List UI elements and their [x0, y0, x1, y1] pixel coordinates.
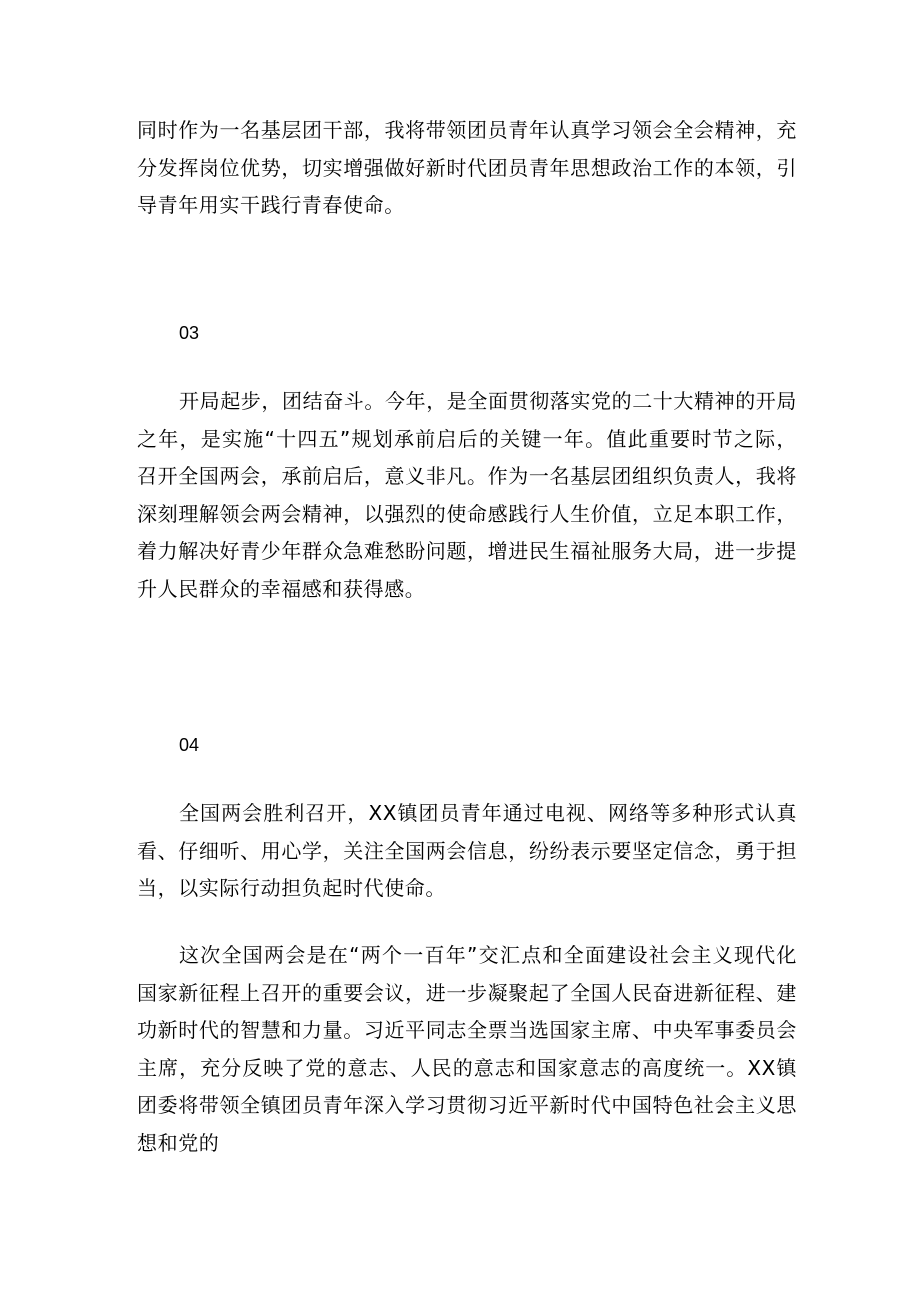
- paragraph-two-sessions: 全国两会胜利召开，XX镇团员青年通过电视、网络等多种形式认真看、仔细听、用心学，关注全国两会信息，纷纷表示要坚定信念，勇于担当，以实际行动担负起时代使命。: [137, 801, 797, 900]
- paragraph-continuation: 同时作为一名基层团干部，我将带领团员青年认真学习领会全会精神，充分发挥岗位优势，切实增强做好新时代团员青年思想政治工作的本领，引导青年用实干践行青春使命。: [137, 118, 797, 217]
- paragraph-opening-start: 开局起步，团结奋斗。今年，是全面贯彻落实党的二十大精神的开局之年，是实施“十四五”规划承前启后的关键一年。值此重要时节之际，召开全国两会，承前启后，意义非凡。作为一名基层团组织负责人，我将深刻理解领会两会精神，以强烈的使命感践行人生价值，立足本职工作，着力解决好青少年群众急难愁盼问题，增进民生福祉服务大局，进一步提升人民群众的幸福感和获得感。: [137, 389, 797, 601]
- paragraph-important-meeting: 这次全国两会是在“两个一百年”交汇点和全面建设社会主义现代化国家新征程上召开的重要会议，进一步凝聚起了全国人民奋进新征程、建功新时代的智慧和力量。习近平同志全票当选国家主席、中央军事委员会主席，充分反映了党的意志、人民的意志和国家意志的高度统一。XX镇团委将带领全镇团员青年深入学习贯彻习近平新时代中国特色社会主义思想和党的: [137, 943, 797, 1155]
- section-number-04: 04: [179, 735, 200, 755]
- section-number-03: 03: [179, 323, 200, 343]
